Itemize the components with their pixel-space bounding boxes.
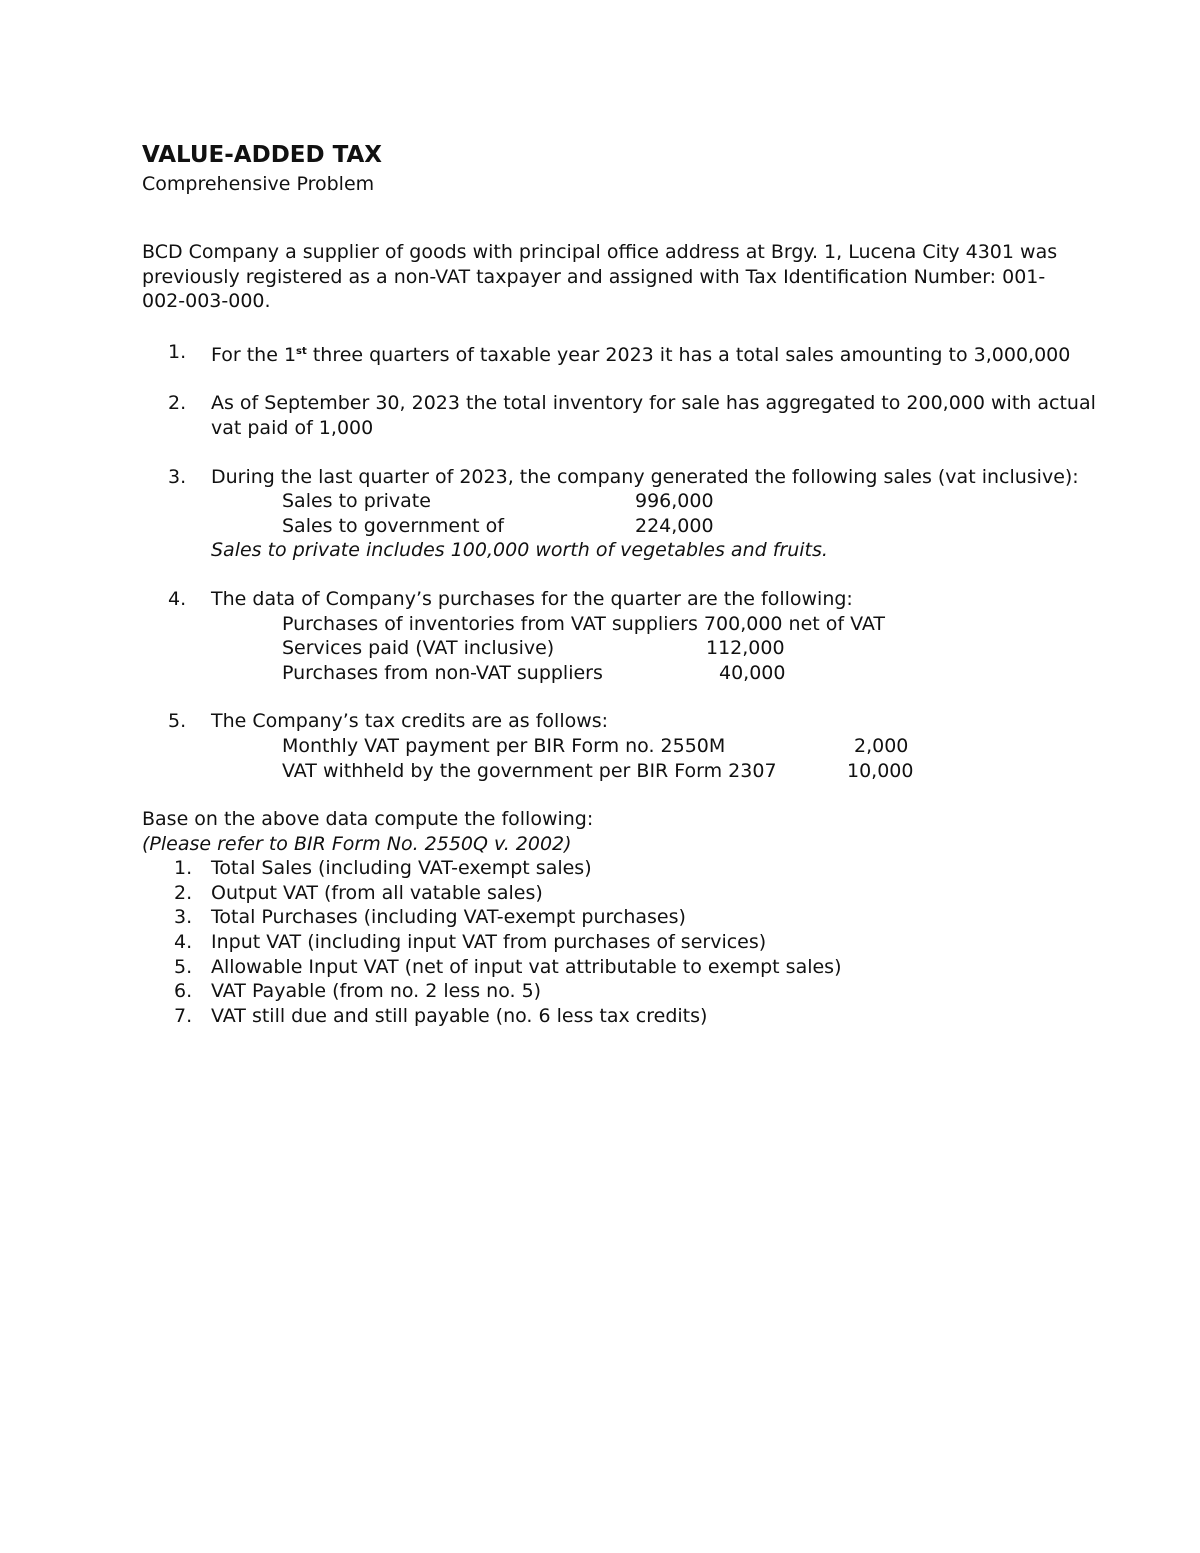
document-title: VALUE-ADDED TAX	[142, 142, 383, 168]
sales-note: Sales to private includes 100,000 worth of vegetables and fruits.	[211, 539, 828, 562]
list-text: Input VAT (including input VAT from purchases of services)	[211, 931, 767, 954]
list-number: 3.	[174, 906, 193, 929]
credit-row	[211, 759, 1102, 784]
list-number: 5.	[174, 955, 193, 978]
list-number: 6.	[174, 980, 193, 1003]
item-number: 1.	[168, 340, 187, 363]
row-value: 2,000	[854, 734, 909, 757]
item-number: 3.	[168, 465, 187, 488]
list-item	[142, 1004, 1102, 1029]
list-item	[142, 856, 1102, 881]
list-number: 4.	[174, 931, 193, 954]
document-page	[142, 138, 1102, 1028]
list-text: Allowable Input VAT (net of input vat attributable to exempt sales)	[211, 955, 842, 978]
compute-intro: Base on the above data compute the following:	[142, 808, 594, 831]
purchase-row	[211, 612, 1102, 637]
list-item	[142, 955, 1102, 980]
item-text: The Company’s tax credits are as follows:	[211, 710, 609, 733]
row-value: 224,000	[635, 514, 714, 537]
item-5	[142, 709, 1102, 783]
form-reference-note: (Please refer to BIR Form No. 2550Q v. 2002)	[142, 832, 572, 855]
credit-row	[211, 734, 1102, 759]
row-label: Sales to private	[282, 490, 431, 513]
item-2	[142, 391, 1102, 440]
row-label: VAT withheld by the government per BIR Form 2307	[282, 759, 777, 782]
row-value: 112,000	[706, 637, 785, 660]
item-number: 4.	[168, 587, 187, 610]
item-text: The data of Company’s purchases for the quarter are the following:	[211, 587, 853, 610]
list-text: Total Purchases (including VAT-exempt purchases)	[211, 906, 686, 929]
list-item	[142, 979, 1102, 1004]
row-label: Purchases from non-VAT suppliers	[282, 661, 603, 684]
row-value: 40,000	[719, 661, 786, 684]
row-label: Purchases of inventories from VAT suppliers 700,000 net of VAT	[282, 612, 886, 635]
list-number: 1.	[174, 857, 193, 880]
item-1	[142, 340, 1102, 368]
list-text: Output VAT (from all vatable sales)	[211, 881, 543, 904]
list-text: Total Sales (including VAT-exempt sales)	[211, 857, 592, 880]
item-text: For the 1	[211, 343, 297, 366]
item-4	[142, 587, 1102, 685]
row-value: 10,000	[847, 759, 914, 782]
item-number: 5.	[168, 710, 187, 733]
row-label: Sales to government of	[282, 514, 504, 537]
item-number: 2.	[168, 392, 187, 415]
purchase-row	[211, 636, 1102, 661]
document-subtitle: Comprehensive Problem	[142, 173, 375, 195]
list-item	[142, 930, 1102, 955]
list-text: VAT still due and still payable (no. 6 less tax credits)	[211, 1004, 708, 1027]
row-value: 996,000	[635, 490, 714, 513]
sales-row	[211, 489, 1102, 514]
list-number: 2.	[174, 881, 193, 904]
item-text-cont: three quarters of taxable year 2023 it has a total sales amounting to 3,000,000	[306, 343, 1071, 366]
purchase-row	[211, 661, 1102, 686]
superscript: st	[296, 345, 307, 357]
sales-row	[211, 514, 1102, 539]
item-text: During the last quarter of 2023, the company generated the following sales (vat inclusive):	[211, 465, 1079, 488]
item-text: As of September 30, 2023 the total inventory for sale has aggregated to 200,000 with actual vat paid of 1,000	[211, 392, 1096, 439]
row-label: Monthly VAT payment per BIR Form no. 2550M	[282, 734, 726, 757]
item-3	[142, 465, 1102, 563]
list-number: 7.	[174, 1004, 193, 1027]
list-item	[142, 881, 1102, 906]
compute-list	[142, 856, 1102, 1028]
list-item	[142, 905, 1102, 930]
list-text: VAT Payable (from no. 2 less no. 5)	[211, 980, 542, 1003]
intro-paragraph: BCD Company a supplier of goods with principal office address at Brgy. 1, Lucena City 4301 was previously registered as a non-VAT taxpayer and assigned with Tax Identification Number: 001-002-003-000.	[142, 241, 1058, 313]
row-label: Services paid (VAT inclusive)	[282, 637, 555, 660]
